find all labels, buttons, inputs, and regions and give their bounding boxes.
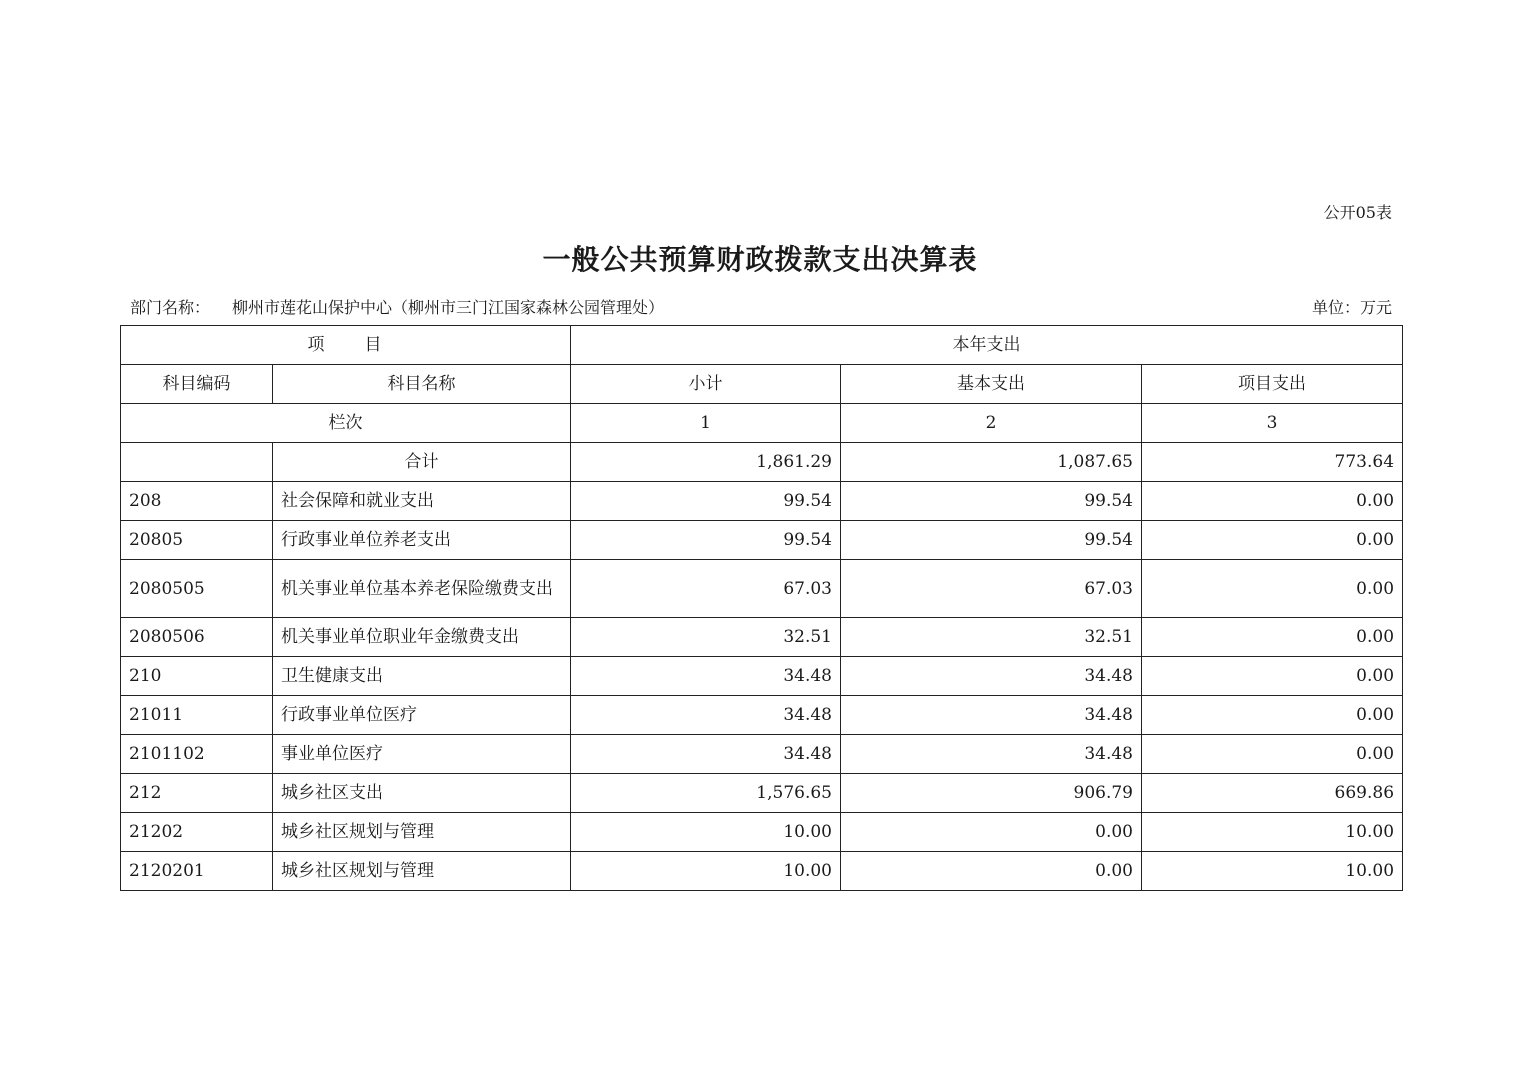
total-basic: 1,087.65 <box>841 443 1142 482</box>
table-row <box>121 482 1403 521</box>
row-project-exp: 0.00 <box>1142 521 1403 560</box>
form-number: 公开05表 <box>1323 203 1392 222</box>
unit-label: 单位：万元 <box>1311 298 1392 317</box>
table-row <box>121 852 1403 891</box>
table-row <box>121 813 1403 852</box>
total-project-exp: 773.64 <box>1142 443 1403 482</box>
row-basic: 34.48 <box>841 735 1142 774</box>
row-name: 卫生健康支出 <box>273 657 571 696</box>
table-row <box>121 560 1403 618</box>
row-basic: 0.00 <box>841 852 1142 891</box>
row-code: 21011 <box>121 696 273 735</box>
row-basic: 34.48 <box>841 657 1142 696</box>
header-column-label: 栏次 <box>121 404 571 443</box>
total-code <box>121 443 273 482</box>
table-row <box>121 618 1403 657</box>
total-subtotal: 1,861.29 <box>571 443 841 482</box>
expenditure-table <box>120 325 1403 891</box>
table-row <box>121 774 1403 813</box>
row-name: 事业单位医疗 <box>273 735 571 774</box>
row-name: 行政事业单位医疗 <box>273 696 571 735</box>
row-project-exp: 0.00 <box>1142 618 1403 657</box>
row-basic: 906.79 <box>841 774 1142 813</box>
row-subtotal: 32.51 <box>571 618 841 657</box>
row-subtotal: 10.00 <box>571 852 841 891</box>
row-project-exp: 10.00 <box>1142 813 1403 852</box>
row-basic: 99.54 <box>841 521 1142 560</box>
department-info <box>130 295 664 318</box>
row-subtotal: 67.03 <box>571 560 841 618</box>
total-row <box>121 443 1403 482</box>
row-code: 20805 <box>121 521 273 560</box>
header-col1: 1 <box>571 404 841 443</box>
header-project-exp: 项目支出 <box>1142 365 1403 404</box>
row-basic: 0.00 <box>841 813 1142 852</box>
row-project-exp: 10.00 <box>1142 852 1403 891</box>
row-project-exp: 0.00 <box>1142 560 1403 618</box>
header-row-3 <box>121 404 1403 443</box>
row-code: 210 <box>121 657 273 696</box>
row-project-exp: 0.00 <box>1142 696 1403 735</box>
row-name: 机关事业单位职业年金缴费支出 <box>273 618 571 657</box>
row-code: 2080505 <box>121 560 273 618</box>
row-basic: 99.54 <box>841 482 1142 521</box>
row-project-exp: 0.00 <box>1142 735 1403 774</box>
row-basic: 32.51 <box>841 618 1142 657</box>
row-name: 城乡社区规划与管理 <box>273 813 571 852</box>
header-row-1 <box>121 326 1403 365</box>
total-name: 合计 <box>273 443 571 482</box>
department-label: 部门名称： <box>130 298 211 317</box>
header-basic: 基本支出 <box>841 365 1142 404</box>
row-code: 21202 <box>121 813 273 852</box>
table-row <box>121 696 1403 735</box>
row-subtotal: 34.48 <box>571 657 841 696</box>
row-project-exp: 0.00 <box>1142 482 1403 521</box>
row-subtotal: 34.48 <box>571 735 841 774</box>
header-name: 科目名称 <box>273 365 571 404</box>
header-code: 科目编码 <box>121 365 273 404</box>
row-subtotal: 99.54 <box>571 482 841 521</box>
row-project-exp: 0.00 <box>1142 657 1403 696</box>
header-row-2 <box>121 365 1403 404</box>
row-name: 行政事业单位养老支出 <box>273 521 571 560</box>
row-subtotal: 10.00 <box>571 813 841 852</box>
row-code: 2120201 <box>121 852 273 891</box>
row-project-exp: 669.86 <box>1142 774 1403 813</box>
row-basic: 67.03 <box>841 560 1142 618</box>
header-project: 项 目 <box>121 326 571 365</box>
header-subtotal: 小计 <box>571 365 841 404</box>
row-code: 2101102 <box>121 735 273 774</box>
page-title: 一般公共预算财政拨款支出决算表 <box>542 243 978 276</box>
header-col2: 2 <box>841 404 1142 443</box>
row-code: 208 <box>121 482 273 521</box>
table-row <box>121 735 1403 774</box>
header-col3: 3 <box>1142 404 1403 443</box>
row-code: 212 <box>121 774 273 813</box>
row-name: 机关事业单位基本养老保险缴费支出 <box>273 560 571 618</box>
row-subtotal: 99.54 <box>571 521 841 560</box>
header-current-year: 本年支出 <box>571 326 1403 365</box>
meta-row <box>130 295 1392 318</box>
row-name: 城乡社区规划与管理 <box>273 852 571 891</box>
row-name: 社会保障和就业支出 <box>273 482 571 521</box>
row-subtotal: 34.48 <box>571 696 841 735</box>
row-subtotal: 1,576.65 <box>571 774 841 813</box>
table-row <box>121 657 1403 696</box>
row-basic: 34.48 <box>841 696 1142 735</box>
department-name: 柳州市莲花山保护中心（柳州市三门江国家森林公园管理处） <box>232 298 665 317</box>
row-name: 城乡社区支出 <box>273 774 571 813</box>
row-code: 2080506 <box>121 618 273 657</box>
table-row <box>121 521 1403 560</box>
